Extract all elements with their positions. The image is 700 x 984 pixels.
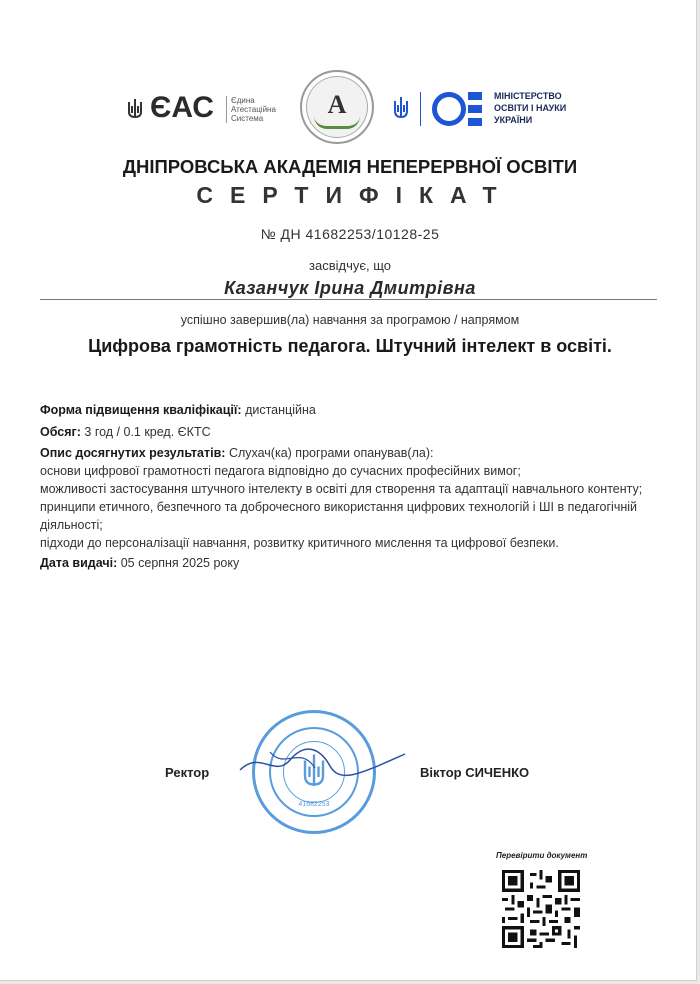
eas-subtitle-line: Єдина bbox=[231, 96, 255, 105]
form-value: дистанційна bbox=[245, 403, 316, 417]
volume-row bbox=[40, 423, 660, 441]
trident-icon bbox=[126, 98, 144, 123]
name-underline bbox=[40, 299, 657, 300]
results-label: Опис досягнутих результатів: bbox=[40, 446, 226, 460]
eas-subtitle-line: Система bbox=[231, 114, 264, 123]
form-row bbox=[40, 401, 660, 419]
form-label: Форма підвищення кваліфікації: bbox=[40, 403, 242, 417]
verify-label: Перевірити документ bbox=[496, 851, 588, 860]
volume-label: Обсяг: bbox=[40, 425, 81, 439]
certificate-title: СЕРТИФІКАТ bbox=[196, 182, 514, 208]
verification-qr-code[interactable] bbox=[502, 870, 580, 948]
certifies-text: засвідчує, що bbox=[309, 258, 391, 273]
ministry-blocks-icon bbox=[468, 92, 484, 126]
result-item: основи цифрової грамотності педагога відповідно до сучасних професійних вимог; bbox=[40, 464, 521, 478]
results-block bbox=[40, 444, 660, 572]
results-intro: Слухач(ка) програми опанував(ла): bbox=[228, 446, 434, 460]
wreath-icon bbox=[314, 116, 360, 129]
result-item: підходи до персоналізації навчання, розвитку критичного мислення та цифрової безпеки. bbox=[40, 536, 559, 550]
completed-text: успішно завершив(ла) навчання за програмою / напрямом bbox=[180, 313, 520, 327]
signer-name: Віктор СИЧЕНКО bbox=[420, 765, 530, 780]
ministry-o-icon bbox=[432, 92, 466, 126]
program-title: Цифрова грамотність педагога. Штучний інтелект в освіті. bbox=[88, 336, 612, 356]
result-item: принципи етичного, безпечного та доброчесного використання цифрових технологій і ШІ в педагогічній діяльності; bbox=[40, 500, 638, 532]
institution-name: ДНІПРОВСЬКА АКАДЕМІЯ НЕПЕРЕРВНОЇ ОСВІТИ bbox=[122, 156, 578, 177]
stamp-code: 41682253 bbox=[298, 801, 330, 808]
issue-value: 05 серпня 2025 року bbox=[120, 556, 240, 570]
academy-seal-letter: А bbox=[327, 90, 347, 119]
volume-value: 3 год / 0.1 кред. ЄКТС bbox=[84, 425, 211, 439]
eas-subtitle bbox=[226, 96, 276, 123]
eas-subtitle-line: Атестаційна bbox=[231, 105, 276, 114]
result-item: можливості застосування штучного інтелекту в освіті для створення та адаптації навчального контенту; bbox=[40, 482, 643, 496]
issue-label: Дата видачі: bbox=[40, 556, 118, 570]
recipient-name: Казанчук Ірина Дмитрівна bbox=[224, 278, 476, 298]
academy-seal-logo bbox=[300, 70, 374, 144]
ministry-separator bbox=[420, 92, 421, 126]
ministry-trident-icon bbox=[392, 96, 410, 125]
results-header bbox=[40, 444, 660, 462]
ministry-name bbox=[494, 90, 566, 126]
certificate-number: № ДН 41682253/10128-25 bbox=[260, 226, 440, 242]
ministry-line: ОСВІТИ І НАУКИ bbox=[494, 103, 567, 113]
ministry-line: УКРАЇНИ bbox=[494, 115, 533, 125]
issue-row bbox=[40, 554, 660, 572]
signer-position: Ректор bbox=[165, 765, 210, 780]
eas-logo: ЄАС bbox=[150, 91, 214, 124]
header-logos bbox=[0, 70, 700, 150]
handwritten-signature bbox=[230, 740, 410, 780]
ministry-line: МІНІСТЕРСТВО bbox=[494, 91, 562, 101]
